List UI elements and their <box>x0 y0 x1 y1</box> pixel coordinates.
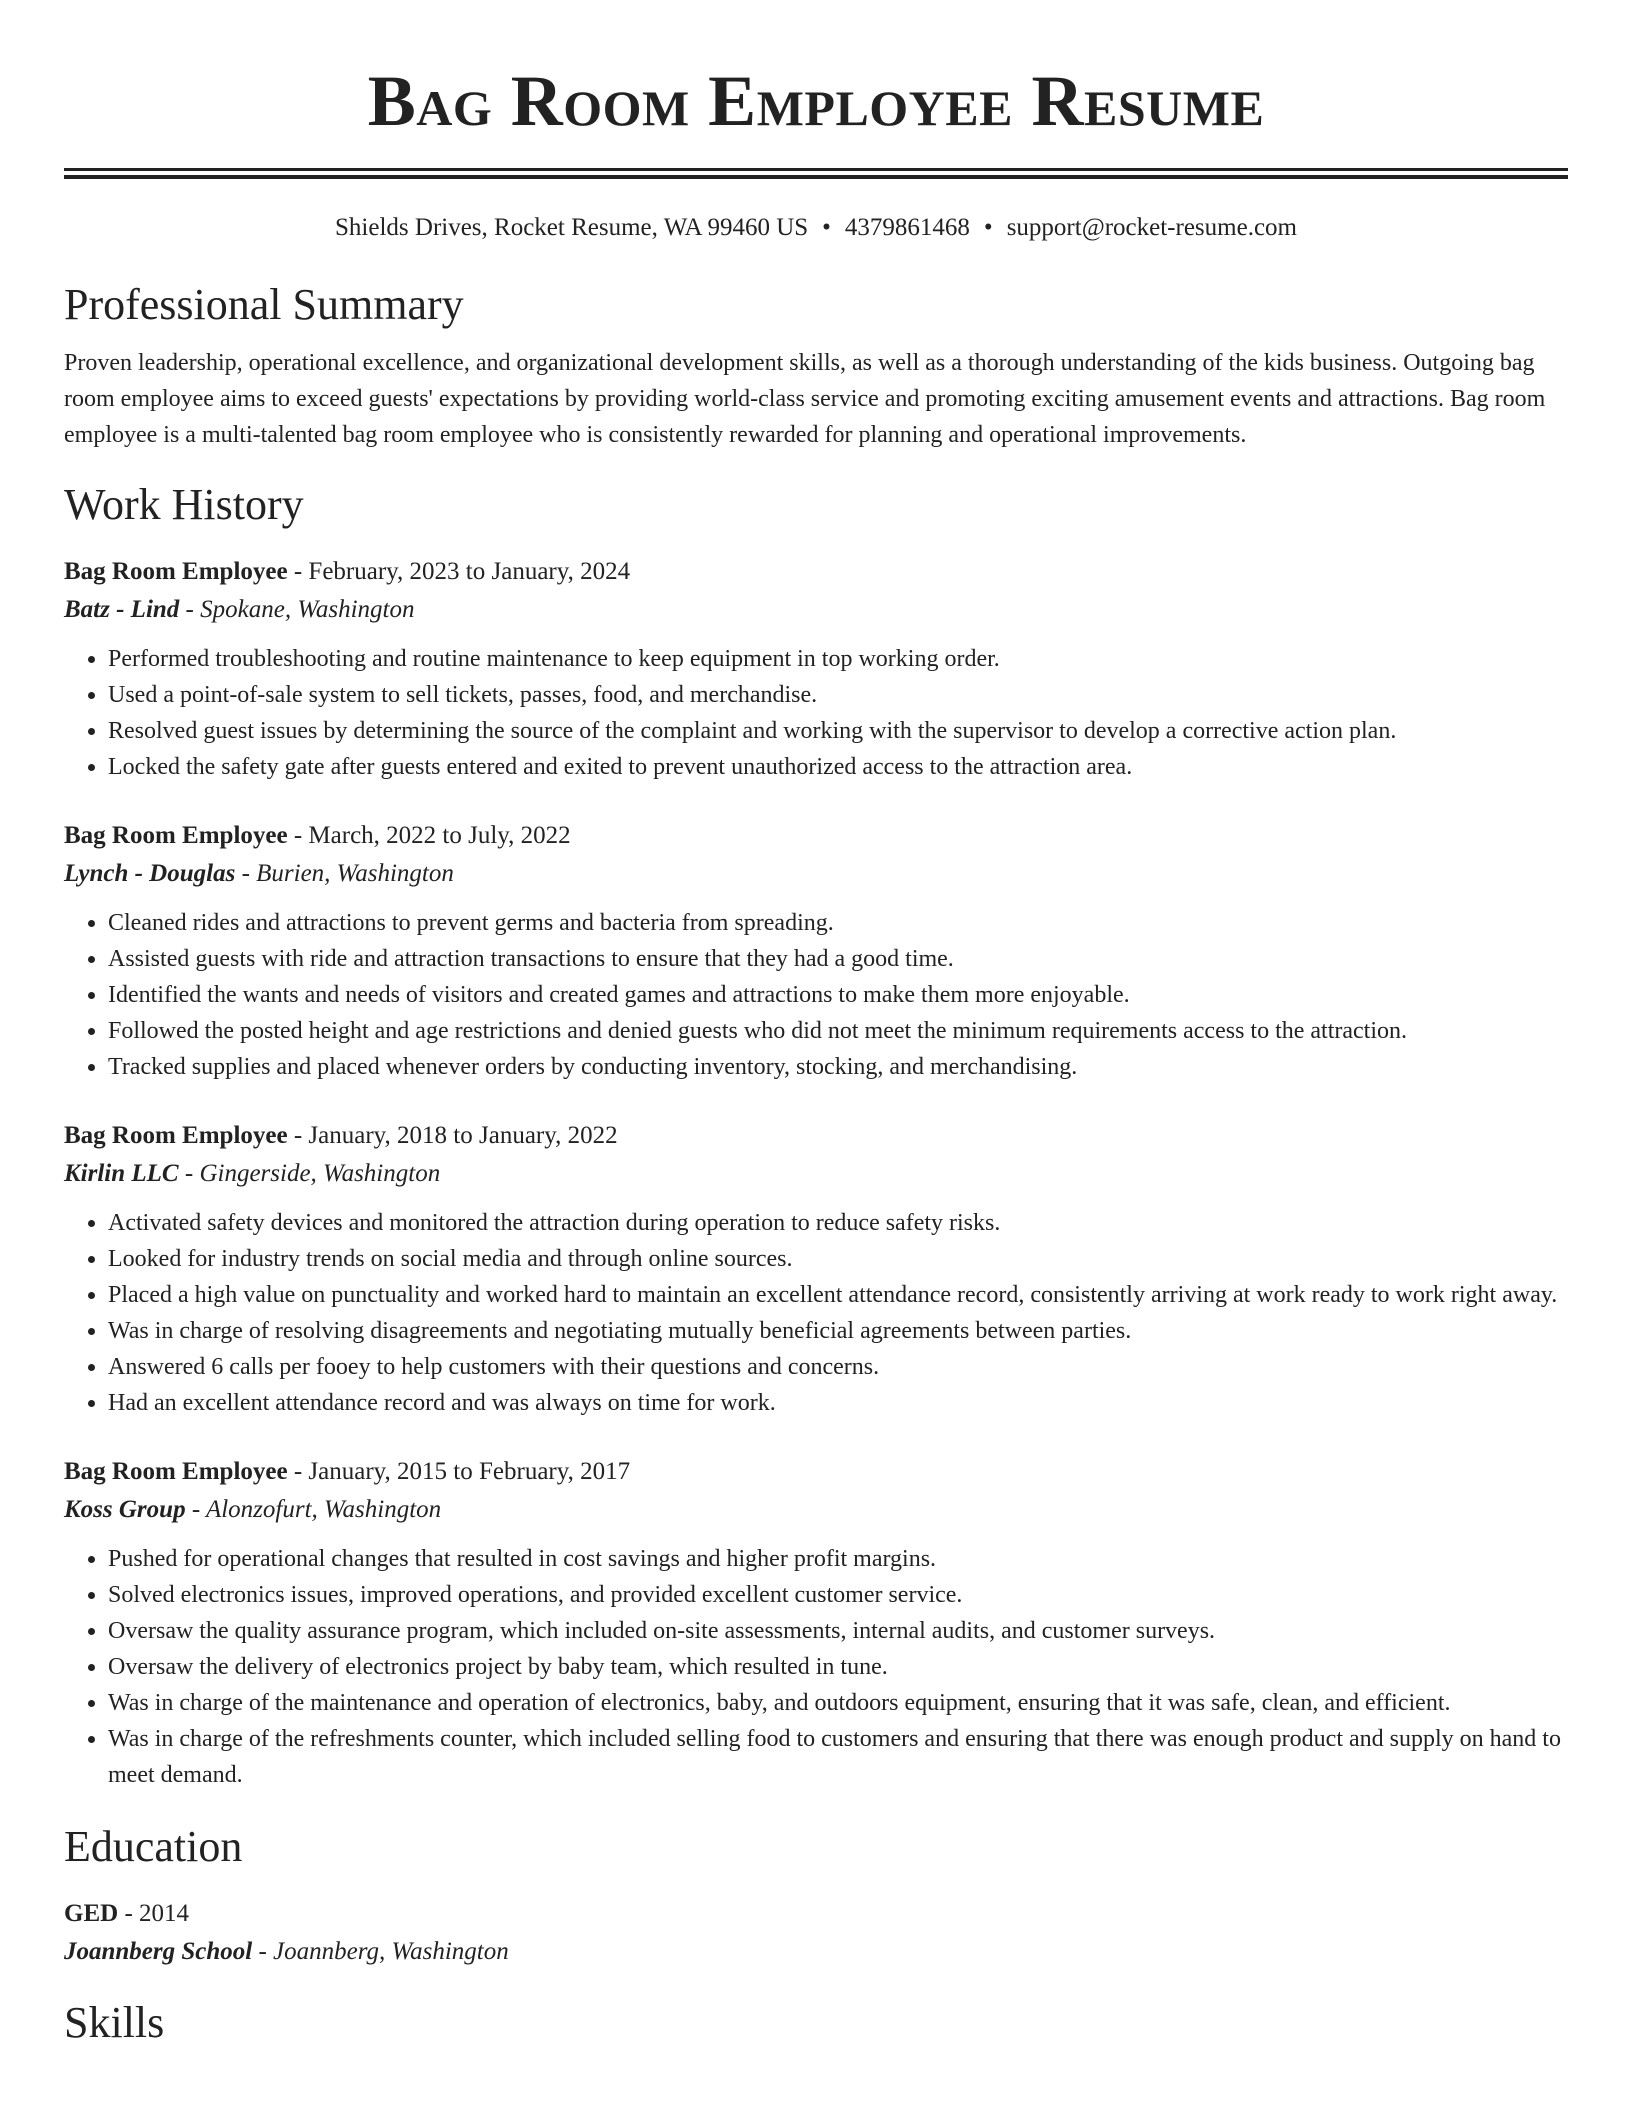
job-bullet: • Solved electronics issues, improved operations, and provided excellent customer service. <box>108 1577 1568 1613</box>
job-bullet: • Assisted guests with ride and attraction transactions to ensure that they had a good time. <box>108 941 1568 977</box>
contact-email: support@rocket-resume.com <box>1006 214 1297 241</box>
education-location: - Joannberg, Washington <box>252 1938 509 1965</box>
resume-page <box>64 0 1568 2049</box>
job-company: Kirlin LLC <box>64 1160 179 1187</box>
job-dates: - January, 2018 to January, 2022 <box>287 1122 618 1149</box>
job-bullet: • Cleaned rides and attractions to prevent germs and bacteria from spreading. <box>108 905 1568 941</box>
job-bullet: • Placed a high value on punctuality and worked hard to maintain an excellent attendance record, consistently arriving at work ready to work right away. <box>108 1277 1568 1313</box>
job-entry <box>64 1453 1568 1793</box>
job-bullet: • Tracked supplies and placed whenever orders by conducting inventory, stocking, and merchandising. <box>108 1049 1568 1085</box>
job-title-line <box>64 1453 1568 1491</box>
job-bullet: • Used a point-of-sale system to sell tickets, passes, food, and merchandise. <box>108 677 1568 713</box>
job-title: Bag Room Employee <box>64 1458 288 1485</box>
job-bullet: • Identified the wants and needs of visitors and created games and attractions to make them more enjoyable. <box>108 977 1568 1013</box>
job-title: Bag Room Employee <box>64 1122 288 1149</box>
job-bullets <box>64 1541 1568 1793</box>
title-divider-bottom <box>64 175 1568 179</box>
job-dates: - February, 2023 to January, 2024 <box>287 558 631 585</box>
contact-separator: • <box>822 214 831 241</box>
job-bullet: • Was in charge of the maintenance and operation of electronics, baby, and outdoors equipment, ensuring that it was safe, clean, and efficient. <box>108 1685 1568 1721</box>
job-bullet: • Oversaw the quality assurance program, which included on-site assessments, internal audits, and customer surveys. <box>108 1613 1568 1649</box>
education-entry <box>64 1895 1568 1971</box>
job-company-line <box>64 855 1568 893</box>
job-company-line <box>64 1155 1568 1193</box>
job-company: Batz - Lind <box>64 596 180 623</box>
job-dates: - March, 2022 to July, 2022 <box>287 822 571 849</box>
job-bullet: • Was in charge of the refreshments counter, which included selling food to customers and ensuring that there was enough product and supply on hand to meet demand. <box>108 1721 1568 1793</box>
job-title: Bag Room Employee <box>64 822 288 849</box>
education-year: - 2014 <box>118 1900 190 1927</box>
job-bullet: • Answered 6 calls per fooey to help customers with their questions and concerns. <box>108 1349 1568 1385</box>
job-bullet: • Oversaw the delivery of electronics project by baby team, which resulted in tune. <box>108 1649 1568 1685</box>
contact-address: Shields Drives, Rocket Resume, WA 99460 US <box>335 214 809 241</box>
job-title-line <box>64 1117 1568 1155</box>
education-heading: Education <box>64 1822 243 1871</box>
job-location: - Burien, Washington <box>235 860 454 887</box>
job-company: Lynch - Douglas <box>64 860 236 887</box>
work-history-heading: Work History <box>64 480 304 529</box>
job-location: - Alonzofurt, Washington <box>185 1496 442 1523</box>
job-title-line <box>64 553 1568 591</box>
job-bullet: • Looked for industry trends on social media and through online sources. <box>108 1241 1568 1277</box>
contact-line <box>64 213 1568 243</box>
job-company: Koss Group <box>64 1496 186 1523</box>
job-bullet: • Followed the posted height and age restrictions and denied guests who did not meet the minimum requirements access to the attraction. <box>108 1013 1568 1049</box>
job-bullet: • Pushed for operational changes that resulted in cost savings and higher profit margins. <box>108 1541 1568 1577</box>
job-location: - Spokane, Washington <box>179 596 415 623</box>
job-company-line <box>64 591 1568 629</box>
job-title-line <box>64 817 1568 855</box>
job-bullet: • Had an excellent attendance record and was always on time for work. <box>108 1385 1568 1421</box>
education-degree-line <box>64 1895 1568 1933</box>
education-degree: GED <box>64 1900 119 1927</box>
job-bullet: • Activated safety devices and monitored the attraction during operation to reduce safety risks. <box>108 1205 1568 1241</box>
job-company-line <box>64 1491 1568 1529</box>
resume-title: Bag Room Employee Resume <box>367 61 1265 141</box>
title-divider-top <box>64 168 1568 171</box>
summary-heading: Professional Summary <box>64 280 464 329</box>
job-bullet: • Resolved guest issues by determining the source of the complaint and working with the supervisor to develop a corrective action plan. <box>108 713 1568 749</box>
summary-text: Proven leadership, operational excellence, and organizational development skills, as well as a thorough understanding of the kids business. Outgoing bag room employee aims to exceed guests' expectations by providing world-class service and promoting exciting amusement events and attractions. Bag room employee is a multi-talented bag room employee who is consistently rewarded for planning and operational improvements. <box>64 350 1546 448</box>
job-dates: - January, 2015 to February, 2017 <box>287 1458 631 1485</box>
job-bullets <box>64 1205 1568 1421</box>
education-school: Joannberg School <box>64 1938 253 1965</box>
job-bullets <box>64 905 1568 1085</box>
job-entry <box>64 1117 1568 1421</box>
skills-heading: Skills <box>64 1998 165 2047</box>
job-entry <box>64 553 1568 785</box>
contact-phone: 4379861468 <box>844 214 970 241</box>
job-title: Bag Room Employee <box>64 558 288 585</box>
job-bullets <box>64 641 1568 785</box>
job-entry <box>64 817 1568 1085</box>
job-bullet: • Locked the safety gate after guests entered and exited to prevent unauthorized access to the attraction area. <box>108 749 1568 785</box>
job-location: - Gingerside, Washington <box>178 1160 441 1187</box>
job-bullet: • Performed troubleshooting and routine maintenance to keep equipment in top working order. <box>108 641 1568 677</box>
contact-separator: • <box>983 214 993 241</box>
education-school-line <box>64 1933 1568 1971</box>
job-bullet: • Was in charge of resolving disagreements and negotiating mutually beneficial agreements between parties. <box>108 1313 1568 1349</box>
